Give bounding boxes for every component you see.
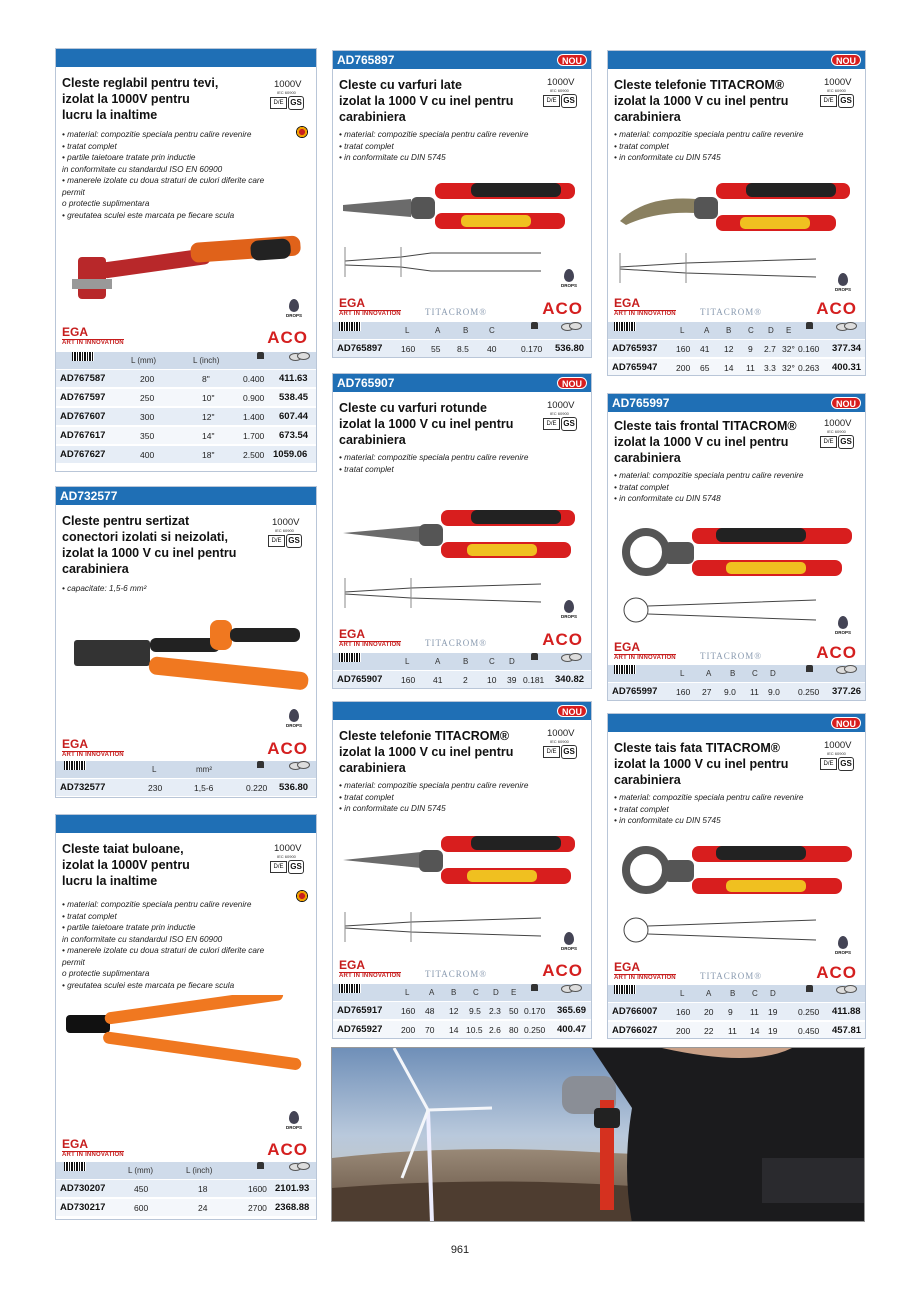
dimension-diagram xyxy=(341,908,545,942)
table-row: AD767597 250 10" 0.900 538.45 xyxy=(56,389,316,407)
table-header: L (mm) L (inch) xyxy=(56,1162,316,1179)
table-header: L A B C D xyxy=(608,985,865,1002)
certification-icon: 1000V IEC 60900 D/E GS xyxy=(541,77,585,121)
barcode-icon xyxy=(72,352,94,361)
price-icon xyxy=(836,985,856,993)
weight-icon xyxy=(257,761,264,768)
price-icon xyxy=(289,352,309,360)
product-card-end-cutter xyxy=(607,393,866,701)
wind-turbine-worker-photo xyxy=(331,1047,865,1222)
card-header: AD765897 xyxy=(333,51,591,69)
titacrom-logo: TITACROM® xyxy=(700,651,763,661)
table-row: AD765917 160 48 12 9.5 2.3 50 0.170 365.69 xyxy=(333,1002,591,1020)
product-card-telephone-plier-bent xyxy=(607,50,866,376)
table-row: AD766007 160 20 9 11 19 0.250 411.88 xyxy=(608,1003,865,1021)
drops-logo: DROPS xyxy=(833,273,853,292)
ega-master-logo: EGA ART IN INNOVATION xyxy=(614,640,676,661)
price-icon xyxy=(561,984,581,992)
product-card-bolt-cutter xyxy=(55,814,317,1220)
barcode-icon xyxy=(339,322,361,331)
product-title: Cleste cu varfuri rotunde izolat la 1000 V cu inel pentru carabiniera xyxy=(339,401,514,447)
titacrom-logo: TITACROM® xyxy=(700,971,763,981)
certification-icon: 1000V IEC 60900 D/E GS xyxy=(541,400,585,444)
product-card-telephone-plier xyxy=(332,701,592,1039)
table-row: AD767587 200 8" 0.400 411.63 xyxy=(56,370,316,388)
table-row: AD730207 450 18 1600 2101.93 xyxy=(56,1180,316,1198)
certification-icon: 1000V IEC 60900 D/E GS xyxy=(268,79,312,123)
new-badge: NOU xyxy=(831,717,861,729)
aco-logo: ACO xyxy=(816,643,857,662)
aco-logo: ACO xyxy=(816,963,857,982)
weight-icon xyxy=(257,1162,264,1169)
drops-logo: DROPS xyxy=(284,299,304,318)
product-title: Cleste taiat buloane, izolat la 1000V pentru lucru la inaltime xyxy=(62,842,190,888)
titacrom-logo: TITACROM® xyxy=(700,307,763,317)
page-number: 961 xyxy=(450,1244,470,1256)
drops-logo: DROPS xyxy=(833,616,853,635)
card-header xyxy=(333,702,591,720)
new-badge: NOU xyxy=(557,377,587,389)
weight-icon xyxy=(531,322,538,329)
certification-icon: 1000V IEC 60900 D/E GS xyxy=(818,77,862,121)
new-badge: NOU xyxy=(831,397,861,409)
table-row: AD765897 160 55 8.5 40 0.170 536.80 xyxy=(333,340,591,358)
product-title: Cleste tais fata TITACROM® izolat la 1000 V cu inel pentru carabiniera xyxy=(614,741,789,787)
table-header: L mm² xyxy=(56,761,316,778)
weight-icon xyxy=(806,985,813,992)
barcode-icon xyxy=(614,322,636,331)
feature-list: • material: compozitie speciala pentru calire revenire • tratat complet • partile taietoare tratate prin inductie in conformitate cu standardul ISO EN 60900 • manerele izolate cu doua straturi de culori diferite care permit o protectie suplimentara • greutatea sculei este marcata pe fiecare scula xyxy=(62,130,265,220)
weight-icon xyxy=(531,653,538,660)
belgium-flag-icon xyxy=(296,126,308,138)
table-row: AD767607 300 12" 1.400 607.44 xyxy=(56,408,316,426)
card-header xyxy=(608,51,865,69)
certification-icon: 1000V IEC 60900 D/E GS xyxy=(818,740,862,784)
barcode-icon xyxy=(614,665,636,674)
price-icon xyxy=(561,322,581,330)
photo-scene xyxy=(332,1048,865,1222)
aco-logo: ACO xyxy=(267,739,308,758)
ega-master-logo: EGA ART IN INNOVATION xyxy=(62,737,124,758)
new-badge: NOU xyxy=(557,705,587,717)
bolt-cutter-image xyxy=(64,995,314,1105)
dimension-diagram xyxy=(341,574,545,608)
feature-list: • material: compozitie speciala pentru calire revenire • tratat complet • in conformitate cu DIN 5745 xyxy=(614,130,804,162)
aco-logo: ACO xyxy=(816,299,857,318)
ega-master-logo: EGA ART IN INNOVATION xyxy=(339,296,401,317)
product-title: Cleste tais frontal TITACROM® izolat la 1000 V cu inel pentru carabiniera xyxy=(614,419,797,465)
product-title: Cleste telefonie TITACROM® izolat la 1000 V cu inel pentru carabiniera xyxy=(614,78,789,124)
price-icon xyxy=(836,322,856,330)
card-header: AD765997 xyxy=(608,394,865,412)
weight-icon xyxy=(531,984,538,991)
certification-icon: 1000V IEC 60900 D/E GS xyxy=(268,843,312,887)
titacrom-logo: TITACROM® xyxy=(425,969,488,979)
weight-icon xyxy=(806,322,813,329)
table-header: L A B C D E xyxy=(608,322,865,339)
card-header xyxy=(56,49,316,67)
belgium-flag-icon xyxy=(296,890,308,902)
telephone-plier-image xyxy=(341,828,585,894)
price-icon xyxy=(561,653,581,661)
drops-logo: DROPS xyxy=(284,709,304,728)
dimension-diagram xyxy=(616,910,820,944)
ega-master-logo: EGA ART IN INNOVATION xyxy=(62,325,124,346)
table-row: AD767627 400 18" 2.500 1059.06 xyxy=(56,446,316,464)
table-row: AD730217 600 24 2700 2368.88 xyxy=(56,1199,316,1217)
price-icon xyxy=(836,665,856,673)
price-icon xyxy=(289,1162,309,1170)
titacrom-logo: TITACROM® xyxy=(425,307,488,317)
feature-list: • capacitate: 1,5-6 mm² xyxy=(62,584,147,593)
ega-master-logo: EGA ART IN INNOVATION xyxy=(339,627,401,648)
flat-nose-plier-image xyxy=(341,177,585,239)
table-header: L A B C xyxy=(333,322,591,339)
card-header xyxy=(608,714,865,732)
feature-list: • material: compozitie speciala pentru calire revenire • tratat complet • in conformitate cu DIN 5745 xyxy=(339,130,529,162)
round-nose-plier-image xyxy=(341,502,585,568)
price-icon xyxy=(289,761,309,769)
new-badge: NOU xyxy=(557,54,587,66)
table-header: L (mm) L (inch) xyxy=(56,352,316,369)
product-card-pipe-wrench xyxy=(55,48,317,472)
weight-icon xyxy=(806,665,813,672)
dimension-diagram xyxy=(341,243,545,277)
dimension-diagram xyxy=(616,249,820,283)
barcode-icon xyxy=(64,1162,86,1171)
feature-list: • material: compozitie speciala pentru calire revenire • tratat complet • in conformitate cu DIN 5748 xyxy=(614,471,804,503)
product-card-flat-nose-plier xyxy=(332,50,592,358)
product-card-front-cutter xyxy=(607,713,866,1039)
weight-icon xyxy=(257,352,264,359)
ega-master-logo: EGA ART IN INNOVATION xyxy=(339,958,401,979)
certification-icon: 1000V IEC 60900 D/E GS xyxy=(818,418,862,462)
table-row: AD732577 230 1,5-6 0.220 536.80 xyxy=(56,779,316,797)
feature-list: • material: compozitie speciala pentru calire revenire • tratat complet • in conformitate cu DIN 5745 xyxy=(614,793,804,825)
bent-telephone-plier-image xyxy=(616,175,860,241)
feature-list: • material: compozitie speciala pentru calire revenire • tratat complet xyxy=(339,453,529,474)
certification-icon: 1000V IEC 60900 D/E GS xyxy=(266,517,310,561)
dimension-diagram xyxy=(616,590,820,624)
ega-master-logo: EGA ART IN INNOVATION xyxy=(614,296,676,317)
titacrom-logo: TITACROM® xyxy=(425,638,488,648)
table-row: AD765927 200 70 14 10.5 2.6 80 0.250 400.47 xyxy=(333,1021,591,1039)
barcode-icon xyxy=(614,985,636,994)
aco-logo: ACO xyxy=(542,961,583,980)
product-card-crimping-plier xyxy=(55,486,317,798)
ega-master-logo: EGA ART IN INNOVATION xyxy=(62,1137,124,1158)
card-header xyxy=(56,815,316,833)
table-header: L A B C D E xyxy=(333,984,591,1001)
new-badge: NOU xyxy=(831,54,861,66)
table-row: AD765997 160 27 9.0 11 9.0 0.250 377.26 xyxy=(608,683,865,701)
table-row: AD765947 200 65 14 11 3.3 32° 0.263 400.31 xyxy=(608,359,865,376)
product-title: Cleste telefonie TITACROM® izolat la 1000 V cu inel pentru carabiniera xyxy=(339,729,514,775)
front-cutter-image xyxy=(616,838,860,904)
card-header: AD765907 xyxy=(333,374,591,392)
drops-logo: DROPS xyxy=(284,1111,304,1130)
table-row: AD767617 350 14" 1.700 673.54 xyxy=(56,427,316,445)
table-header: L A B C D xyxy=(608,665,865,682)
drops-logo: DROPS xyxy=(833,936,853,955)
table-row: AD765937 160 41 12 9 2.7 32° 0.160 377.34 xyxy=(608,340,865,358)
product-card-round-nose-plier xyxy=(332,373,592,689)
card-header: AD732577 xyxy=(56,487,316,505)
drops-logo: DROPS xyxy=(559,269,579,288)
table-header: L A B C D xyxy=(333,653,591,670)
table-row: AD765907 160 41 2 10 39 0.181 340.82 xyxy=(333,671,591,689)
aco-logo: ACO xyxy=(542,299,583,318)
product-title: Cleste pentru sertizat conectori izolati si neizolati, izolat la 1000 V cu inel pentru carabiniera xyxy=(62,514,237,576)
end-cutter-image xyxy=(616,520,860,586)
ega-master-logo: EGA ART IN INNOVATION xyxy=(614,960,676,981)
drops-logo: DROPS xyxy=(559,932,579,951)
feature-list: • material: compozitie speciala pentru calire revenire • tratat complet • partile taietoare tratate prin inductie in conformitate cu standardul ISO EN 60900 • manerele izolate cu doua straturi de culori diferite care permit o protectie suplimentara • greutatea sculei este marcata pe fiecare scula xyxy=(62,900,265,990)
table-row: AD766027 200 22 11 14 19 0.450 457.81 xyxy=(608,1022,865,1039)
product-title: Cleste reglabil pentru tevi, izolat la 1000V pentru lucru la inaltime xyxy=(62,76,219,122)
certification-icon: 1000V IEC 60900 D/E GS xyxy=(541,728,585,772)
pipe-wrench-image xyxy=(70,229,310,309)
aco-logo: ACO xyxy=(542,630,583,649)
drops-logo: DROPS xyxy=(559,600,579,619)
feature-list: • material: compozitie speciala pentru calire revenire • tratat complet • in conformitate cu DIN 5745 xyxy=(339,781,529,813)
crimping-plier-image xyxy=(70,612,310,692)
aco-logo: ACO xyxy=(267,1140,308,1159)
aco-logo: ACO xyxy=(267,328,308,347)
barcode-icon xyxy=(339,653,361,662)
product-title: Cleste cu varfuri late izolat la 1000 V cu inel pentru carabiniera xyxy=(339,78,514,124)
barcode-icon xyxy=(64,761,86,770)
barcode-icon xyxy=(339,984,361,993)
